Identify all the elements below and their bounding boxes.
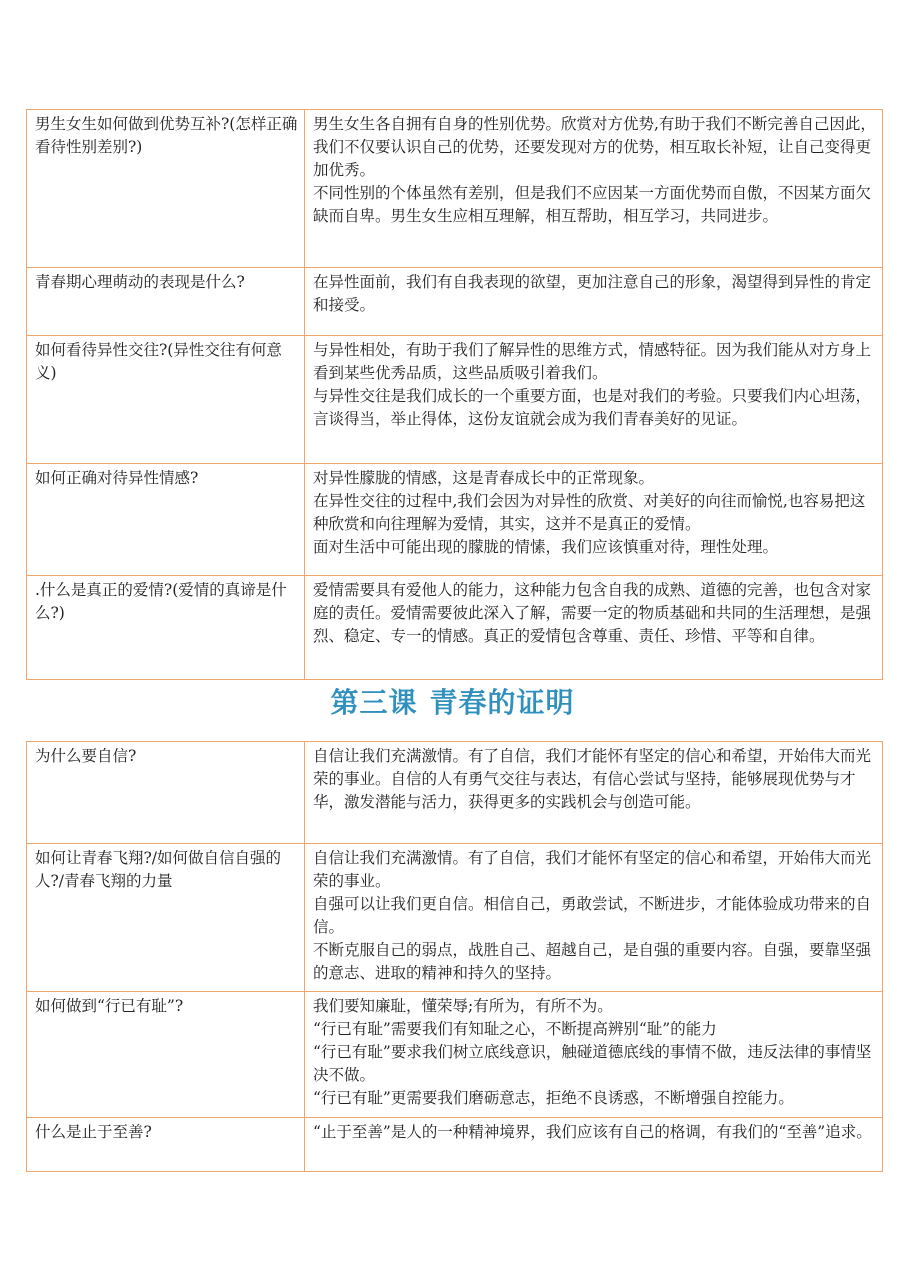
table-row bbox=[27, 464, 883, 576]
answer-paragraph: 面对生活中可能出现的朦胧的情愫，我们应该慎重对待，理性处理。 bbox=[313, 538, 779, 556]
answer-cell bbox=[305, 110, 883, 268]
answer-paragraph: 与异性交往是我们成长的一个重要方面，也是对我们的考验。只要我们内心坦荡，言谈得当，举止得体，这份友谊就会成为我们青春美好的见证。 bbox=[313, 387, 872, 428]
table-row bbox=[27, 844, 883, 992]
answer-paragraph: 对异性朦胧的情感，这是青春成长中的正常现象。 bbox=[313, 469, 655, 487]
answer-paragraph: “止于至善”是人的一种精神境界，我们应该有自己的格调，有我们的“至善”追求。 bbox=[313, 1123, 872, 1141]
lesson-name: 青春的证明 bbox=[429, 686, 575, 719]
section-title bbox=[0, 681, 905, 721]
question-cell: 如何做到“行已有耻”? bbox=[27, 992, 305, 1118]
question-cell: .什么是真正的爱情?(爱情的真谛是什么?) bbox=[27, 576, 305, 680]
answer-paragraph: 自信让我们充满激情。有了自信，我们才能怀有坚定的信心和希望，开始伟大而光荣的事业。 bbox=[313, 849, 872, 890]
table-row bbox=[27, 576, 883, 680]
answer-paragraph: 我们要知廉耻，懂荣辱;有所为，有所不为。 bbox=[313, 997, 613, 1015]
question-cell: 如何看待异性交往?(异性交往有何意义) bbox=[27, 336, 305, 464]
table-row bbox=[27, 742, 883, 844]
answer-cell bbox=[305, 268, 883, 336]
table-row bbox=[27, 992, 883, 1118]
question-cell: 什么是止于至善? bbox=[27, 1118, 305, 1172]
answer-paragraph: 不断克服自己的弱点，战胜自己、超越自己，是自强的重要内容。自强，要靠坚强的意志、进取的精神和持久的坚持。 bbox=[313, 941, 872, 982]
answer-paragraph: 自信让我们充满激情。有了自信，我们才能怀有坚定的信心和希望，开始伟大而光荣的事业。自信的人有勇气交往与表达，有信心尝试与坚持，能够展现优势与才华，激发潜能与活力，获得更多的实践机会与创造可能。 bbox=[313, 747, 872, 811]
question-cell: 青春期心理萌动的表现是什么? bbox=[27, 268, 305, 336]
answer-cell bbox=[305, 992, 883, 1118]
qa-table-1 bbox=[26, 109, 883, 680]
question-cell: 为什么要自信? bbox=[27, 742, 305, 844]
answer-paragraph: “行已有耻”要求我们树立底线意识，触碰道德底线的事情不做，违反法律的事情坚决不做。 bbox=[313, 1043, 872, 1084]
table-row bbox=[27, 1118, 883, 1172]
table-row bbox=[27, 336, 883, 464]
answer-paragraph: 自强可以让我们更自信。相信自己，勇敢尝试，不断进步，才能体验成功带来的自信。 bbox=[313, 895, 872, 936]
question-cell: 如何正确对待异性情感? bbox=[27, 464, 305, 576]
table-row bbox=[27, 268, 883, 336]
answer-cell bbox=[305, 1118, 883, 1172]
answer-cell bbox=[305, 742, 883, 844]
answer-paragraph: “行已有耻”更需要我们磨砺意志，拒绝不良诱惑，不断增强自控能力。 bbox=[313, 1089, 794, 1107]
answer-paragraph: “行已有耻”需要我们有知耻之心，不断提高辨别“耻”的能力 bbox=[313, 1020, 717, 1038]
answer-cell bbox=[305, 464, 883, 576]
answer-cell bbox=[305, 336, 883, 464]
answer-paragraph: 在异性交往的过程中,我们会因为对异性的欣赏、对美好的向往而愉悦,也容易把这种欣赏和向往理解为爱情，其实，这并不是真正的爱情。 bbox=[313, 492, 866, 533]
answer-cell bbox=[305, 844, 883, 992]
answer-paragraph: 男生女生各自拥有自身的性别优势。欣赏对方优势,有助于我们不断完善自己因此，我们不仅要认识自己的优势，还要发现对方的优势，相互取长补短，让自己变得更加优秀。 bbox=[313, 115, 876, 179]
qa-table-2 bbox=[26, 741, 883, 1172]
answer-paragraph: 不同性别的个体虽然有差别，但是我们不应因某一方面优势而自傲，不因某方面欠缺而自卑。男生女生应相互理解，相互帮助，相互学习，共同进步。 bbox=[313, 184, 872, 225]
answer-paragraph: 爱情需要具有爱他人的能力，这种能力包含自我的成熟、道德的完善，也包含对家庭的责任。爱情需要彼此深入了解，需要一定的物质基础和共同的生活理想，是强烈、稳定、专一的情感。真正的爱情包含尊重、责任、珍惜、平等和自律。 bbox=[313, 581, 872, 645]
answer-paragraph: 在异性面前，我们有自我表现的欲望，更加注意自己的形象，渴望得到异性的肯定和接受。 bbox=[313, 273, 872, 314]
question-cell: 如何让青春飞翔?/如何做自信自强的人?/青春飞翔的力量 bbox=[27, 844, 305, 992]
question-cell: 男生女生如何做到优势互补?(怎样正确看待性别差别?) bbox=[27, 110, 305, 268]
lesson-number: 第三课 bbox=[330, 686, 418, 719]
table-row bbox=[27, 110, 883, 268]
answer-paragraph: 与异性相处，有助于我们了解异性的思维方式，情感特征。因为我们能从对方身上看到某些优秀品质，这些品质吸引着我们。 bbox=[313, 341, 872, 382]
answer-cell bbox=[305, 576, 883, 680]
